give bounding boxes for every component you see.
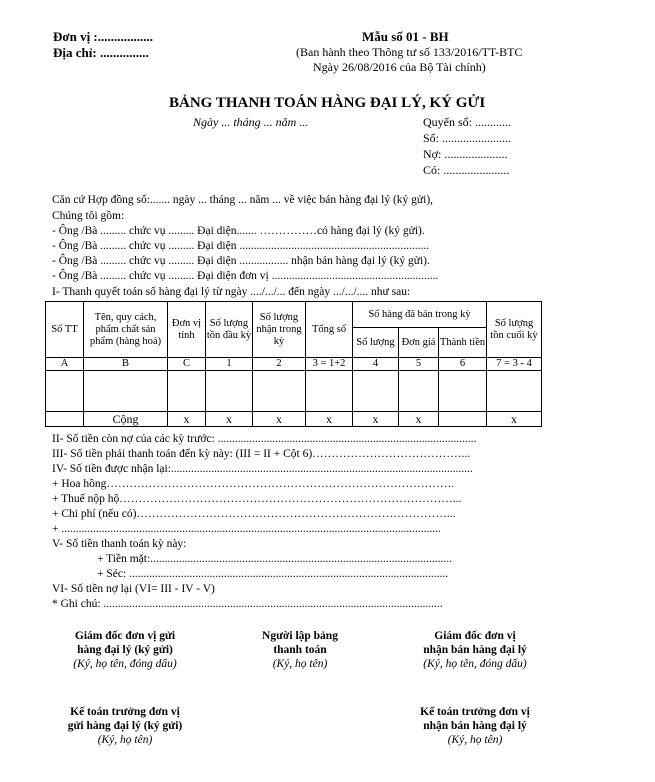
form-number: Mẫu số 01 - BH — [362, 29, 449, 44]
table-total-row — [46, 412, 542, 427]
x-mark: x — [487, 412, 542, 427]
section-3-line: III- Số tiền phải thanh toán đến kỳ này: (III = II + Cột 6)…………………………………... — [52, 448, 471, 460]
contract-line: Căn cứ Hợp đồng số:....... ngày ... tháng ... năm ... về việc bán hàng đại lý (ký gửi), — [52, 194, 434, 206]
header-unit: Đơn vị tính — [168, 302, 206, 358]
address-label: Địa chỉ: ............... — [53, 45, 149, 60]
x-mark: x — [253, 412, 306, 427]
code-cell: 6 — [439, 358, 487, 371]
section-1-heading: I- Thanh quyết toán số hàng đại lý từ ngày ..../.../... đến ngày .../.../.... như sau: — [52, 286, 411, 298]
party-line-2: - Ông /Bà ......... chức vụ ......... Đại diện .................................................................. — [52, 240, 430, 252]
cash-line: + Tiền mặt:......................................................................................................... — [97, 553, 453, 565]
header-sold-qty: Số lượng — [353, 328, 399, 358]
code-cell: 2 — [253, 358, 306, 371]
code-cell: 5 — [399, 358, 439, 371]
signature-receiver-accountant: Kế toán trưởng đơn vị nhận bán hàng đại lý (Ký, họ tên) — [420, 706, 530, 746]
header-sold-price: Đơn giá — [399, 328, 439, 358]
x-mark: x — [353, 412, 399, 427]
issued-by-line-1: (Ban hành theo Thông tư số 133/2016/TT-BTC — [296, 45, 523, 59]
header-closing-qty: Số lượng tồn cuối kỳ — [487, 302, 542, 358]
cheque-line: + Séc: ............................................................................................................... — [97, 568, 449, 580]
commission-line: + Hoa hồng………………………………………………………………………………. — [52, 478, 455, 490]
code-cell: 7 = 3 - 4 — [487, 358, 542, 371]
settlement-table — [45, 301, 542, 427]
issued-by-line-2: Ngày 26/08/2016 của Bộ Tài chính) — [313, 60, 486, 74]
total-label: Cộng — [84, 412, 168, 427]
x-mark: x — [399, 412, 439, 427]
section-4-line: IV- Số tiền được nhận lại:......................................................................................................... — [52, 463, 473, 475]
x-mark: x — [306, 412, 353, 427]
parties-label: Chúng tôi gồm: — [52, 210, 125, 222]
other-line: + .................................................................................................................................... — [52, 523, 441, 535]
code-cell: C — [168, 358, 206, 371]
expense-line: + Chi phí (nếu có)………………………………………………………………………... — [52, 508, 456, 520]
header-sold-group: Số hàng đã bán trong kỳ — [353, 302, 487, 328]
tax-line: + Thuế nộp hộ……………………………………………………………………………... — [52, 493, 462, 505]
document-title: BẢNG THANH TOÁN HÀNG ĐẠI LÝ, KÝ GỬI — [169, 95, 486, 111]
book-debit: Nợ: ..................... — [423, 147, 508, 161]
header-opening-qty: Số lượng tồn đầu kỳ — [206, 302, 253, 358]
book-credit: Có: ...................... — [423, 163, 510, 177]
table-empty-row — [46, 371, 542, 412]
section-6-line: VI- Số tiền nợ lại (VI= III - IV - V) — [52, 583, 215, 595]
section-5-line: V- Số tiền thanh toán kỳ này: — [52, 538, 187, 550]
signature-receiver-director: Giám đốc đơn vị nhận bán hàng đại lý (Ký, họ tên, đóng dấu) — [423, 630, 527, 670]
header-total: Tổng số — [306, 302, 353, 358]
signature-sender-accountant: Kế toán trưởng đơn vị gửi hàng đại lý (ký gửi) (Ký, họ tên) — [67, 706, 183, 746]
party-line-4: - Ông /Bà ......... chức vụ ......... Đại diện đơn vị .......................................................... — [52, 270, 439, 282]
x-mark: x — [206, 412, 253, 427]
signature-sender-director: Giám đốc đơn vị gửi hàng đại lý (ký gửi) (Ký, họ tên, đóng dấu) — [73, 630, 177, 670]
code-cell: A — [46, 358, 84, 371]
note-line: * Ghi chú: ...................................................................................................................... — [52, 598, 443, 610]
x-mark: x — [168, 412, 206, 427]
signature-preparer: Người lập bảng thanh toán (Ký, họ tên) — [262, 630, 338, 670]
header-received-qty: Số lượng nhận trong kỳ — [253, 302, 306, 358]
date-line: Ngày ... tháng ... năm ... — [193, 115, 309, 129]
code-cell: 1 — [206, 358, 253, 371]
party-line-1: - Ông /Bà ......... chức vụ ......... Đại diện....... ……………có hàng đại lý (ký gửi). — [52, 225, 425, 237]
section-2-line: II- Số tiền còn nợ của các kỳ trước: .......................................................................................... — [52, 433, 477, 445]
code-cell: 3 = 1+2 — [306, 358, 353, 371]
unit-label: Đơn vị :................. — [53, 29, 154, 44]
header-stt: Số TT — [46, 302, 84, 358]
book-volume: Quyển số: ............ — [423, 115, 511, 129]
code-cell: 4 — [353, 358, 399, 371]
table-header-row-1 — [46, 302, 542, 328]
code-cell: B — [84, 358, 168, 371]
book-number: Số: ....................... — [423, 131, 512, 145]
header-sold-amount: Thành tiền — [439, 328, 487, 358]
header-product-name: Tên, quy cách, phẩm chất sản phẩm (hàng hoá) — [84, 302, 168, 358]
party-line-3: - Ông /Bà ......... chức vụ ......... Đại diện ................. nhận bán hàng đại lý (ký gửi). — [52, 255, 430, 267]
table-code-row — [46, 358, 542, 371]
